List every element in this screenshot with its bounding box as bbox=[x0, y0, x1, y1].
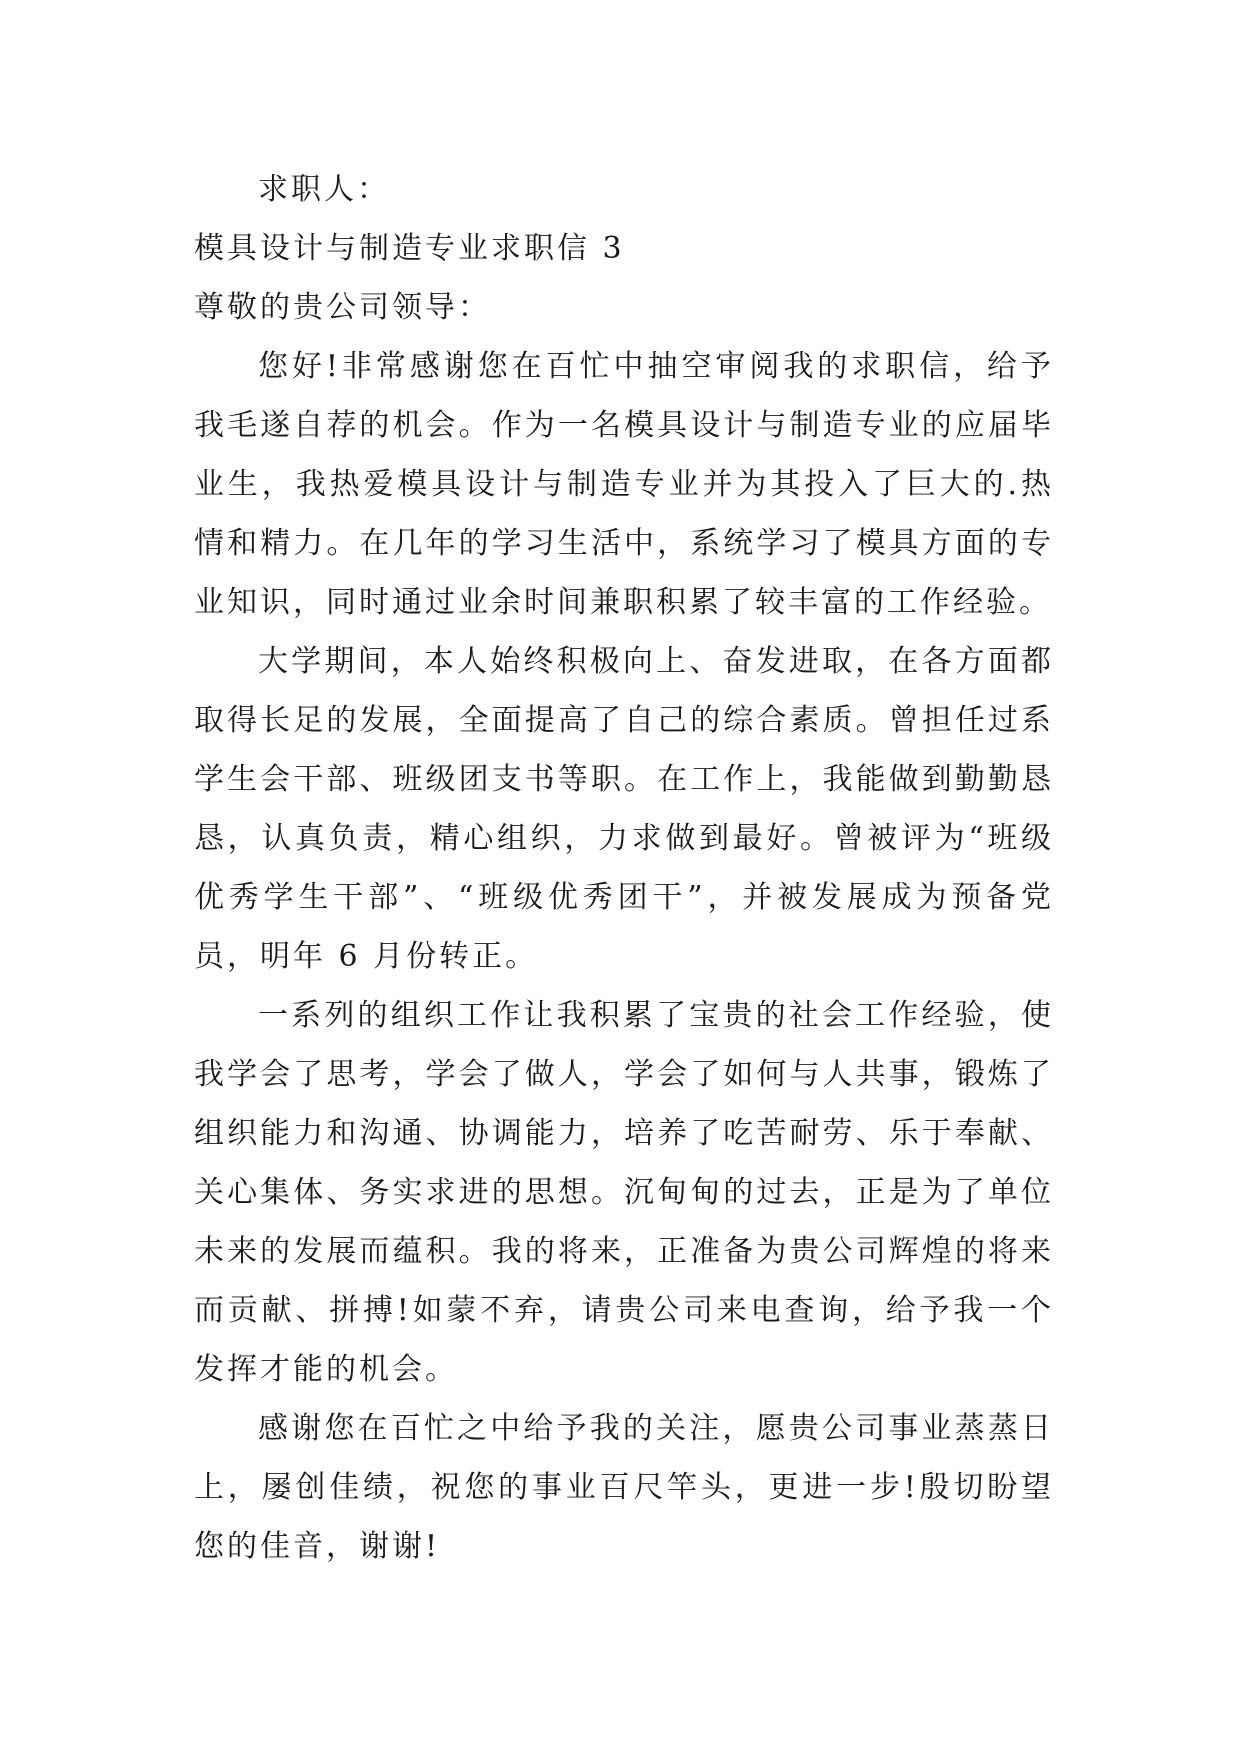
letter-body bbox=[194, 160, 1054, 1576]
paragraph-1: 您好!非常感谢您在百忙中抽空审阅我的求职信，给予我毛遂自荐的机会。作为一名模具设计与制造专业的应届毕业生，我热爱模具设计与制造专业并为其投入了巨大的.热情和精力。在几年的学习生活中，系统学习了模具方面的专业知识，同时通过业余时间兼职积累了较丰富的工作经验。 bbox=[194, 349, 1054, 620]
paragraph-2: 大学期间，本人始终积极向上、奋发进取，在各方面都取得长足的发展，全面提高了自己的综合素质。曾担任过系学生会干部、班级团支书等职。在工作上，我能做到勤勤恳恳，认真负责，精心组织，力求做到最好。曾被评为“班级优秀学生干部”、“班级优秀团干”，并被发展成为预备党员，明年 6 月份转正。 bbox=[194, 644, 1054, 974]
paragraph-3: 一系列的组织工作让我积累了宝贵的社会工作经验，使我学会了思考，学会了做人，学会了如何与人共事，锻炼了组织能力和沟通、协调能力，培养了吃苦耐劳、乐于奉献、关心集体、务实求进的思想。沉甸甸的过去，正是为了单位未来的发展而蕴积。我的将来，正准备为贵公司辉煌的将来而贡献、拼搏!如蒙不弃，请贵公司来电查询，给予我一个发挥才能的机会。 bbox=[194, 998, 1054, 1387]
paragraph-4: 感谢您在百忙之中给予我的关注，愿贵公司事业蒸蒸日上，屡创佳绩，祝您的事业百尺竿头，更进一步!殷切盼望您的佳音，谢谢! bbox=[194, 1411, 1054, 1564]
salutation: 尊敬的贵公司领导： bbox=[194, 290, 491, 325]
applicant-label: 求职人： bbox=[258, 172, 390, 207]
letter-title: 模具设计与制造专业求职信 3 bbox=[194, 231, 625, 266]
